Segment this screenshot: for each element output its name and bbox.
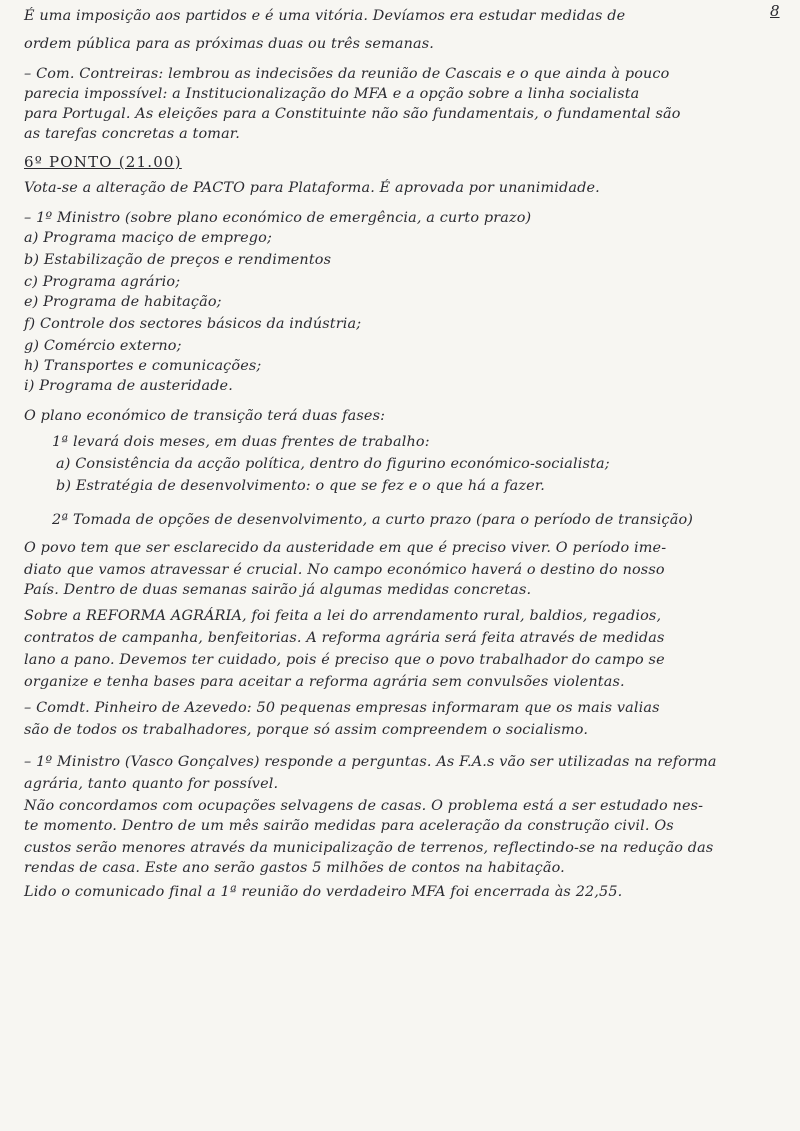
list-item: c) Programa agrário;: [24, 274, 181, 290]
text-line: para Portugal. As eleições para a Constituinte não são fundamentais, o fundamental são: [24, 106, 681, 122]
list-item: i) Programa de austeridade.: [24, 378, 233, 394]
text-line: O plano económico de transição terá duas fases:: [24, 408, 386, 424]
text-line: agrária, tanto quanto for possível.: [24, 776, 279, 792]
text-line: custos serão menores através da municipalização de terrenos, reflectindo-se na redução das: [24, 840, 714, 856]
text-line: Vota-se a alteração de PACTO para Plataforma. É aprovada por unanimidade.: [24, 180, 600, 196]
text-line: Sobre a REFORMA AGRÁRIA, foi feita a lei do arrendamento rural, baldios, regadios,: [24, 608, 662, 624]
text-line: Lido o comunicado final a 1ª reunião do verdadeiro MFA foi encerrada às 22,55.: [24, 884, 623, 900]
list-item: 1ª levará dois meses, em duas frentes de trabalho:: [52, 434, 430, 450]
list-item: f) Controle dos sectores básicos da indústria;: [24, 316, 362, 332]
page-number: 8: [770, 2, 780, 20]
list-item: b) Estabilização de preços e rendimentos: [24, 252, 332, 268]
list-item: a) Consistência da acção política, dentro do figurino económico-socialista;: [56, 456, 610, 472]
text-line: rendas de casa. Este ano serão gastos 5 milhões de contos na habitação.: [24, 860, 565, 876]
list-item: e) Programa de habitação;: [24, 294, 222, 310]
text-line: as tarefas concretas a tomar.: [24, 126, 240, 142]
text-line: – Comdt. Pinheiro de Azevedo: 50 pequenas empresas informaram que os mais valias: [24, 700, 660, 716]
text-line: O povo tem que ser esclarecido da austeridade em que é preciso viver. O período ime-: [24, 540, 667, 556]
text-line: – 1º Ministro (sobre plano económico de emergência, a curto prazo): [24, 210, 532, 226]
list-item: g) Comércio externo;: [24, 338, 182, 354]
text-line: País. Dentro de duas semanas sairão já algumas medidas concretas.: [24, 582, 532, 598]
text-line: – Com. Contreiras: lembrou as indecisões da reunião de Cascais e o que ainda à pouco: [24, 66, 670, 82]
text-line: te momento. Dentro de um mês sairão medidas para aceleração da construção civil. Os: [24, 818, 674, 834]
text-line: diato que vamos atravessar é crucial. No campo económico haverá o destino do nosso: [24, 562, 665, 578]
list-item: h) Transportes e comunicações;: [24, 358, 262, 374]
text-line: É uma imposição aos partidos e é uma vitória. Devíamos era estudar medidas de: [24, 8, 626, 24]
text-line: – 1º Ministro (Vasco Gonçalves) responde a perguntas. As F.A.s vão ser utilizadas na reforma: [24, 754, 717, 770]
text-line: Não concordamos com ocupações selvagens de casas. O problema está a ser estudado nes-: [24, 798, 704, 814]
text-line: são de todos os trabalhadores, porque só assim compreendem o socialismo.: [24, 722, 589, 738]
section-heading: 6º PONTO (21.00): [24, 153, 182, 171]
text-line: lano a pano. Devemos ter cuidado, pois é preciso que o povo trabalhador do campo se: [24, 652, 665, 668]
list-item: a) Programa maciço de emprego;: [24, 230, 272, 246]
text-line: parecia impossível: a Institucionalização do MFA e a opção sobre a linha socialista: [24, 86, 640, 102]
text-line: ordem pública para as próximas duas ou três semanas.: [24, 36, 435, 52]
text-line: contratos de campanha, benfeitorias. A reforma agrária será feita através de medidas: [24, 630, 665, 646]
list-item: 2ª Tomada de opções de desenvolvimento, a curto prazo (para o período de transição): [52, 512, 694, 528]
list-item: b) Estratégia de desenvolvimento: o que se fez e o que há a fazer.: [56, 478, 545, 494]
text-line: organize e tenha bases para aceitar a reforma agrária sem convulsões violentas.: [24, 674, 625, 690]
